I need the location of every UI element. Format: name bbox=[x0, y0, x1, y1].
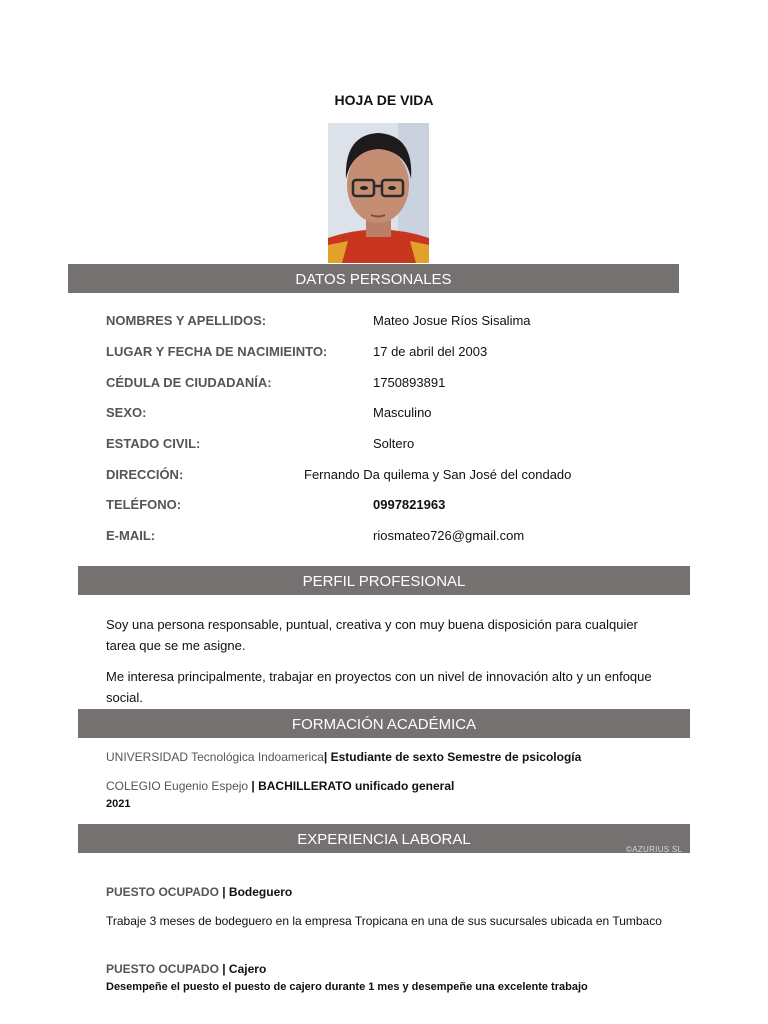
portrait-image bbox=[328, 123, 429, 263]
birth-value: 17 de abril del 2003 bbox=[373, 344, 488, 359]
page-title: HOJA DE VIDA bbox=[334, 92, 434, 108]
job-1-title: | Bodeguero bbox=[218, 885, 293, 899]
civil-status-label: ESTADO CIVIL: bbox=[106, 436, 201, 451]
birth-label: LUGAR Y FECHA DE NACIMIEINTO: bbox=[106, 344, 328, 359]
email-value: riosmateo726@gmail.com bbox=[373, 528, 525, 543]
section-header-profile: PERFIL PROFESIONAL bbox=[78, 566, 690, 595]
education-university bbox=[106, 750, 581, 764]
education-school bbox=[106, 779, 454, 793]
job-2-label: PUESTO OCUPADO bbox=[106, 962, 219, 976]
name-value: Mateo Josue Ríos Sisalima bbox=[373, 313, 531, 328]
address-label: DIRECCIÓN: bbox=[106, 467, 184, 482]
job-2 bbox=[106, 962, 266, 976]
school-name: COLEGIO Eugenio Espejo bbox=[106, 779, 249, 793]
profile-photo bbox=[328, 123, 429, 263]
sex-value: Masculino bbox=[373, 405, 432, 420]
id-value: 1750893891 bbox=[373, 375, 446, 390]
address-value: Fernando Da quilema y San José del condado bbox=[304, 467, 572, 482]
profile-paragraph-1: Soy una persona responsable, puntual, creativa y con muy buena disposición para cualquier tarea que se me asigne. bbox=[106, 617, 638, 653]
profile-paragraph-2: Me interesa principalmente, trabajar en proyectos con un nivel de innovación alto y un enfoque social. bbox=[106, 669, 652, 705]
university-name: UNIVERSIDAD Tecnológica Indoamerica bbox=[106, 750, 324, 764]
job-1 bbox=[106, 885, 292, 899]
id-label: CÉDULA DE CIUDADANÍA: bbox=[106, 375, 272, 390]
section-header-education: FORMACIÓN ACADÉMICA bbox=[78, 709, 690, 738]
job-2-title: | Cajero bbox=[218, 962, 267, 976]
phone-value: 0997821963 bbox=[373, 497, 446, 512]
job-2-description: Desempeñe el puesto el puesto de cajero durante 1 mes y desempeñe una excelente trabajo bbox=[106, 981, 588, 993]
job-1-description: Trabaje 3 meses de bodeguero en la empresa Tropicana en una de sus sucursales ubicada en Tumbaco bbox=[106, 914, 662, 928]
phone-label: TELÉFONO: bbox=[106, 497, 182, 512]
school-detail: | BACHILLERATO unificado general bbox=[248, 779, 455, 793]
university-detail: | Estudiante de sexto Semestre de psicología bbox=[323, 750, 582, 764]
section-header-personal: DATOS PERSONALES bbox=[68, 264, 679, 293]
section-header-experience: EXPERIENCIA LABORAL bbox=[78, 824, 690, 853]
job-1-label: PUESTO OCUPADO bbox=[106, 885, 219, 899]
email-label: E-MAIL: bbox=[106, 528, 156, 543]
watermark: ©AZURIUS SL bbox=[626, 845, 683, 854]
graduation-year: 2021 bbox=[106, 798, 131, 810]
sex-label: SEXO: bbox=[106, 405, 147, 420]
name-label: NOMBRES Y APELLIDOS: bbox=[106, 313, 267, 328]
civil-status-value: Soltero bbox=[373, 436, 415, 451]
